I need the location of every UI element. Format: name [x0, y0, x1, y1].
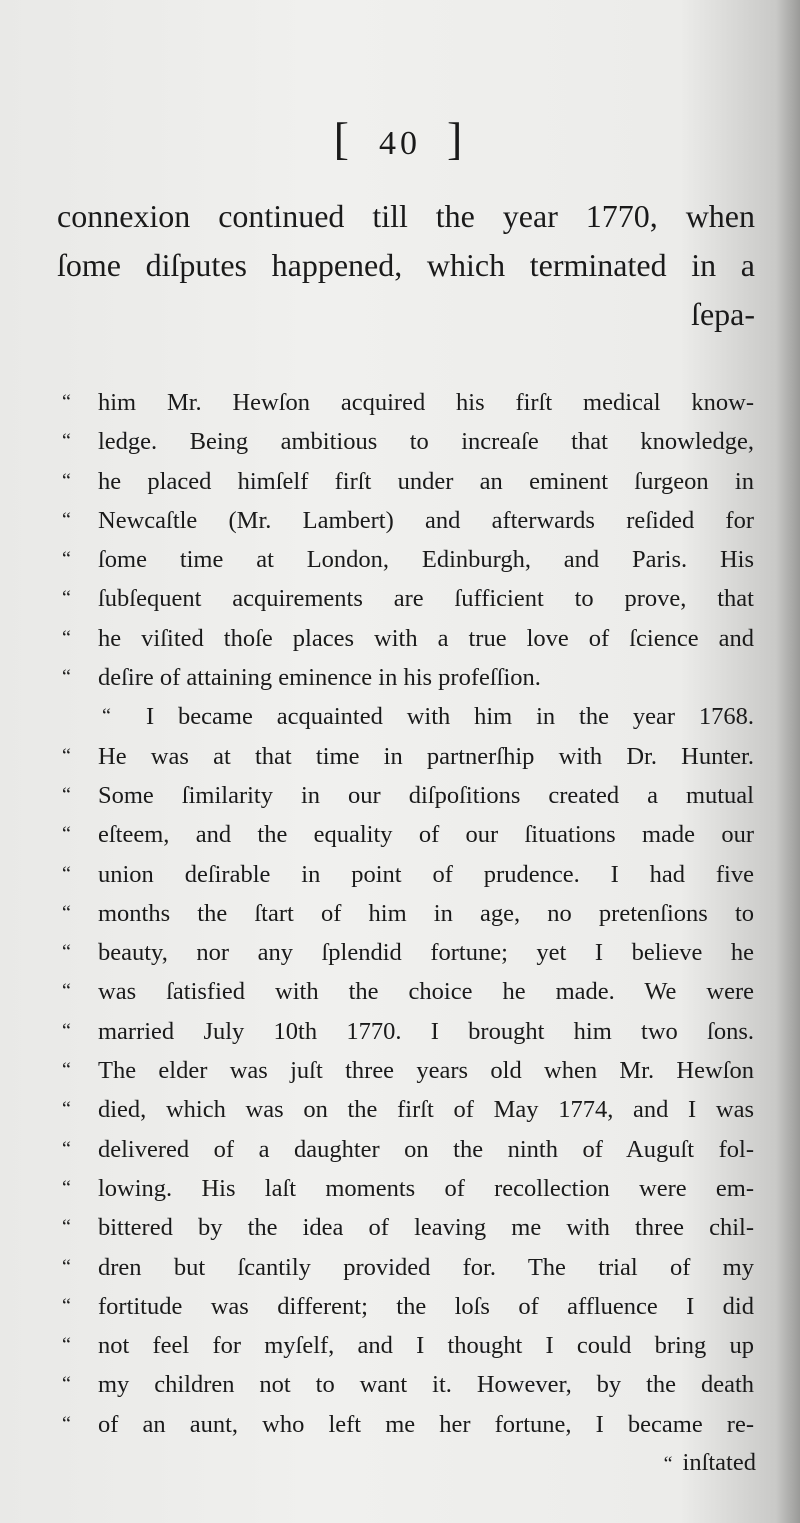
quote-line-text: bittered by the idea of leaving me with three chil- — [98, 1214, 754, 1242]
quote-mark: “ — [62, 744, 71, 767]
quote-mark: “ — [62, 430, 71, 453]
quote-line — [62, 1169, 754, 1208]
quote-line-text: ſome time at London, Edinburgh, and Paris. His — [98, 546, 754, 574]
quote-line — [62, 894, 754, 933]
quote-line-text: my children not to want it. However, by the death — [98, 1371, 754, 1399]
quote-mark: “ — [62, 508, 71, 531]
footnote-quotation — [62, 383, 754, 1444]
quote-line — [62, 1287, 754, 1326]
quote-line — [62, 1365, 754, 1404]
quote-line-text: deſire of attaining eminence in his profeſſion. — [98, 664, 541, 692]
quote-mark: “ — [62, 823, 71, 846]
quote-mark: “ — [62, 1137, 71, 1160]
quote-line-text: ledge. Being ambitious to increaſe that knowledge, — [98, 428, 754, 456]
quote-mark: “ — [62, 1334, 71, 1357]
quote-line — [62, 776, 754, 815]
quote-line — [62, 972, 754, 1011]
quote-line-text: lowing. His laſt moments of recollection were em- — [98, 1174, 754, 1202]
quote-line-text: he placed himſelf firſt under an eminent ſurgeon in — [98, 467, 754, 495]
close-bracket: ] — [447, 113, 467, 164]
quote-line — [62, 619, 754, 658]
quote-line-text: he viſited thoſe places with a true love of ſcience and — [98, 624, 754, 652]
quote-line — [62, 501, 754, 540]
quote-mark: “ — [102, 705, 111, 728]
quote-line — [62, 1248, 754, 1287]
quote-line-text: delivered of a daughter on the ninth of Auguſt fol- — [98, 1135, 754, 1163]
quote-line-text: eſteem, and the equality of our ſituations made our — [98, 821, 754, 849]
quote-line-text: The elder was juſt three years old when Mr. Hewſon — [98, 1057, 754, 1085]
quote-line-text: union deſirable in point of prudence. I had five — [98, 860, 754, 888]
quote-line-text: dren but ſcantily provided for. The trial of my — [98, 1253, 754, 1281]
quote-line-text: He was at that time in partnerſhip with Dr. Hunter. — [98, 742, 754, 770]
quote-line — [62, 579, 754, 618]
quote-line — [62, 658, 754, 697]
page-header — [0, 112, 800, 165]
quote-line — [62, 422, 754, 461]
quote-mark: “ — [62, 666, 71, 689]
quote-line-text: married July 10th 1770. I brought him two ſons. — [98, 1017, 754, 1045]
quote-mark: “ — [62, 1216, 71, 1239]
quote-line — [62, 1326, 754, 1365]
quote-mark: “ — [62, 1098, 71, 1121]
quote-line-text: I became acquainted with him in the year 1768. — [146, 703, 754, 731]
quote-mark: “ — [62, 980, 71, 1003]
quote-line — [62, 1208, 754, 1247]
quote-mark: “ — [62, 1059, 71, 1082]
quote-line-text: Some ſimilarity in our diſpoſitions created a mutual — [98, 781, 754, 809]
quote-line-text: not feel for myſelf, and I thought I could bring up — [98, 1332, 754, 1360]
quote-line — [62, 1090, 754, 1129]
quote-line-text: fortitude was different; the loſs of affluence I did — [98, 1292, 754, 1320]
quote-line-text: Newcaſtle (Mr. Lambert) and afterwards reſided for — [98, 506, 754, 534]
quote-line — [62, 815, 754, 854]
quote-line — [62, 1405, 754, 1444]
quote-mark: “ — [62, 626, 71, 649]
quote-line — [62, 540, 754, 579]
main-text-line: ſepa- — [691, 296, 755, 332]
quote-mark: “ — [62, 391, 71, 413]
quote-line — [62, 1012, 754, 1051]
quote-mark: “ — [62, 587, 71, 610]
quote-mark: “ — [62, 1373, 71, 1396]
catchword-text: inſtated — [682, 1449, 756, 1476]
quote-line-text: months the ſtart of him in age, no pretenſions to — [98, 899, 754, 927]
main-text-line: ſome diſputes happened, which terminated in a — [57, 247, 755, 283]
quote-line — [62, 462, 754, 501]
quote-line — [62, 737, 754, 776]
quote-line — [62, 383, 754, 422]
quote-mark: “ — [62, 1176, 71, 1199]
main-text-block — [57, 192, 755, 339]
quote-line — [62, 855, 754, 894]
quote-mark: “ — [62, 1294, 71, 1317]
quote-line-text: was ſatisfied with the choice he made. We were — [98, 978, 754, 1006]
page-number: 40 — [379, 125, 421, 162]
quote-line-text: ſubſequent acquirements are ſufficient to prove, that — [98, 585, 754, 613]
open-bracket: [ — [333, 113, 353, 164]
quote-line — [62, 933, 754, 972]
quote-mark: “ — [62, 941, 71, 964]
quote-mark: “ — [62, 783, 71, 806]
quote-line-text: died, which was on the firſt of May 1774, and I was — [98, 1096, 754, 1124]
catchword — [664, 1449, 756, 1477]
quote-mark: “ — [62, 469, 71, 492]
quote-mark: “ — [62, 548, 71, 571]
quote-line-text: him Mr. Hewſon acquired his firſt medical know- — [98, 389, 754, 416]
quote-line — [62, 1130, 754, 1169]
quote-line — [62, 697, 754, 736]
quote-line — [62, 1051, 754, 1090]
quote-mark: “ — [62, 862, 71, 885]
quote-mark: “ — [62, 1412, 71, 1435]
quote-mark: “ — [62, 901, 71, 924]
quote-line-text: of an aunt, who left me her fortune, I became re- — [98, 1410, 754, 1438]
main-text-line: connexion continued till the year 1770, when — [57, 198, 755, 234]
quote-line-text: beauty, nor any ſplendid fortune; yet I believe he — [98, 939, 754, 967]
quote-mark: “ — [62, 1255, 71, 1278]
quote-mark: “ — [663, 1453, 673, 1475]
quote-mark: “ — [62, 1019, 71, 1042]
